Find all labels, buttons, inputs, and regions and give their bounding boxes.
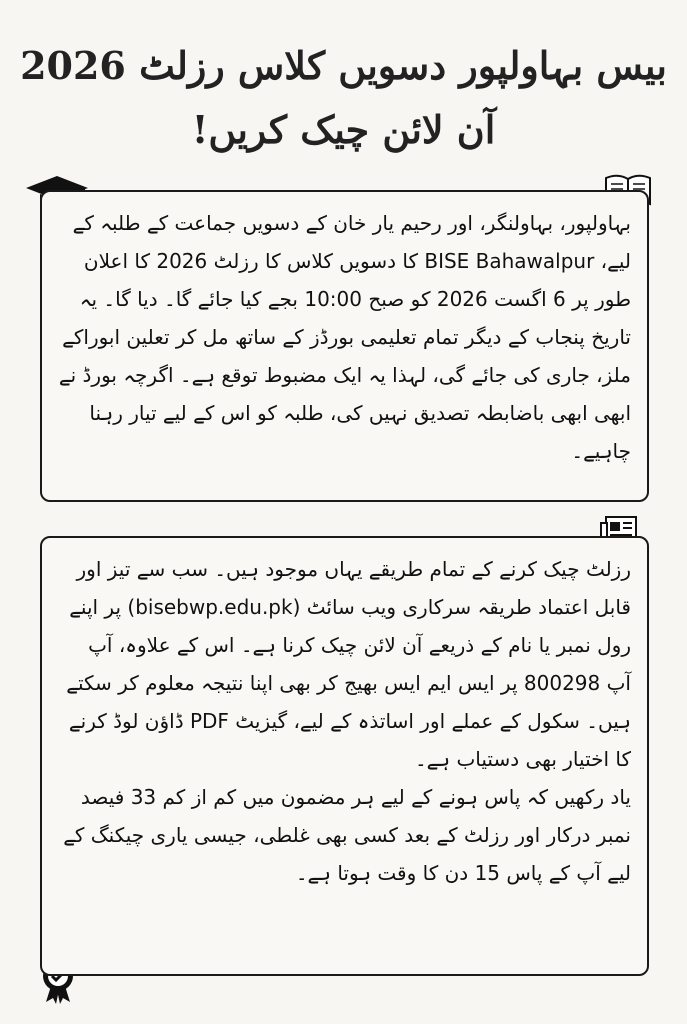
result-check-methods-box (40, 536, 649, 976)
title-line-1: بیس بہاولپور دسویں کلاس رزلٹ 2026 (20, 43, 667, 88)
check-methods-text: رزلٹ چیک کرنے کے تمام طریقے یہاں موجود ہیں۔ سب سے تیز اور قابل اعتماد طریقہ سرکاری ویب سائٹ (bisebwp.edu.pk) پر اپنے رول نمبر یا نام کے ذریعے آن لائن چیک کرنا ہے۔ اس کے علاوہ، آپ آپ 800298 پر ایس ایم ایس بھیج کر بھی اپنا نتیجہ معلوم کر سکتے ہیں۔ سکول کے عملے اور اساتذہ کے لیے، گیزیٹ PDF ڈاؤن لوڈ کرنے کا اختیار بھی دستیاب ہے۔ (66, 557, 631, 771)
page-title (20, 34, 667, 162)
announcement-text: بہاولپور، بہاولنگر، اور رحیم یار خان کے دسویں جماعت کے طلبہ کے لیے، BISE Bahawalpur کا دسویں کلاس کا رزلٹ 2026 کا اعلان طور پر 6 اگست 2026 کو صبح 10:00 بجے کیا جائے گا۔ دیا گا۔ یہ تاریخ پنجاب کے دیگر تمام تعلیمی بورڈز کے ساتھ مل کر تعلین ابوراکے ملز، جاری کی جائے گی، لہذا یہ ایک مضبوط توقع ہے۔ اگرچہ بورڈ نے ابھی ابھی باضابطہ تصدیق نہیں کی، طلبہ کو اس کے لیے تیار رہنا چاہیے۔ (58, 211, 631, 463)
result-announcement-box (40, 190, 649, 502)
title-line-2: آن لائن چیک کریں! (191, 107, 496, 152)
passing-criteria-text: یاد رکھیں کہ پاس ہونے کے لیے ہر مضمون میں کم از کم 33 فیصد نمبر درکار اور رزلٹ کے بعد کسی بھی غلطی، جیسی یاری چیکنگ کے لیے آپ کے پاس 15 دن کا وقت ہوتا ہے۔ (63, 785, 631, 885)
